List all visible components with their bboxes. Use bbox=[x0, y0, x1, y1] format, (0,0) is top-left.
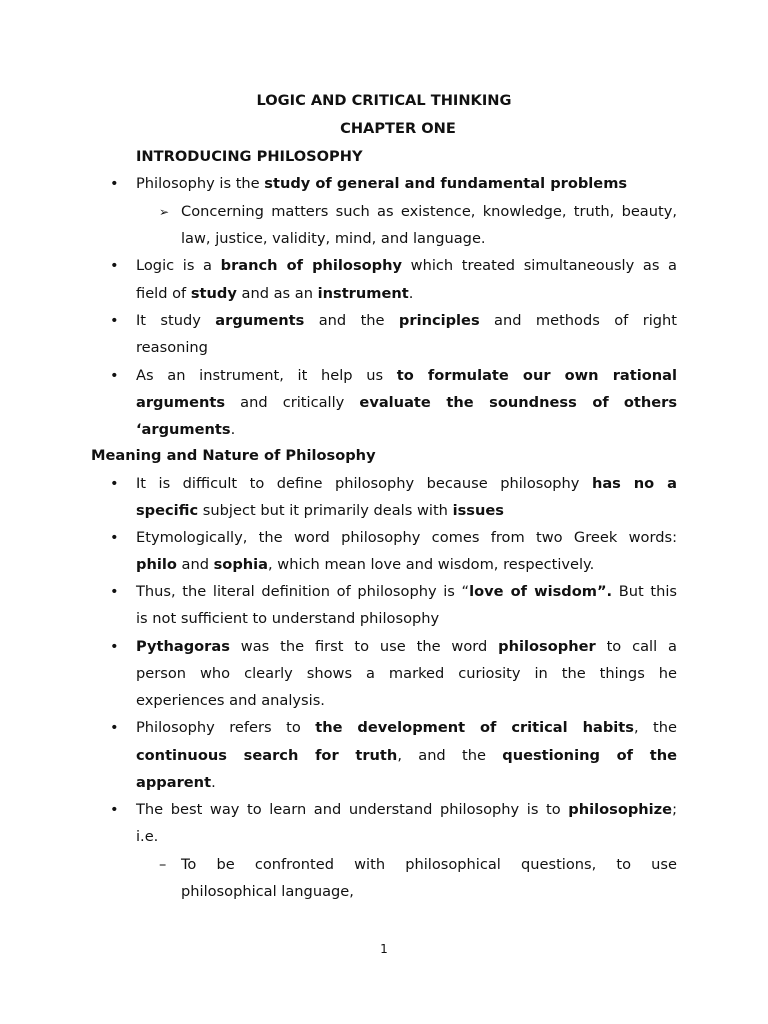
list-item-line: The best way to learn and understand philosophy is to philosophize; bbox=[136, 801, 677, 818]
section-heading-introducing: INTRODUCING PHILOSOPHY bbox=[136, 148, 363, 165]
list-item-line: is not sufficient to understand philosophy bbox=[136, 610, 440, 627]
list-item-line: It study arguments and the principles and methods of right bbox=[136, 312, 677, 329]
bullet-icon: • bbox=[110, 367, 119, 384]
list-item-line: person who clearly shows a marked curiosity in the things he bbox=[136, 665, 677, 682]
list-item-line: apparent. bbox=[136, 774, 216, 791]
sub-list-item-line: law, justice, validity, mind, and language. bbox=[181, 230, 486, 247]
sub-list-item-line: philosophical language, bbox=[181, 883, 354, 900]
dash-bullet-icon: – bbox=[159, 856, 167, 873]
list-item-line: arguments and critically evaluate the soundness of others bbox=[136, 394, 678, 411]
list-item-line: Etymologically, the word philosophy comes from two Greek words: bbox=[136, 529, 677, 546]
list-item-line: i.e. bbox=[136, 828, 159, 845]
document-title: LOGIC AND CRITICAL THINKING bbox=[256, 92, 512, 109]
list-item-line: Pythagoras was the first to use the word philosopher to call a bbox=[136, 638, 677, 655]
sub-list-item-line: To be confronted with philosophical questions, to use bbox=[181, 856, 677, 873]
arrow-bullet-icon: ➢ bbox=[159, 205, 170, 219]
list-item-line: specific subject but it primarily deals with issues bbox=[136, 502, 504, 519]
bullet-icon: • bbox=[110, 583, 119, 600]
chapter-heading: CHAPTER ONE bbox=[340, 120, 456, 137]
bullet-icon: • bbox=[110, 638, 119, 655]
list-item-line: field of study and as an instrument. bbox=[136, 285, 414, 302]
bullet-icon: • bbox=[110, 312, 119, 329]
list-item-line: continuous search for truth, and the questioning of the bbox=[136, 747, 678, 764]
list-item-line: Logic is a branch of philosophy which treated simultaneously as a bbox=[136, 257, 677, 274]
sub-list-item-line: Concerning matters such as existence, knowledge, truth, beauty, bbox=[181, 203, 677, 220]
list-item-line: experiences and analysis. bbox=[136, 692, 325, 709]
list-item-line: ‘arguments. bbox=[136, 421, 236, 438]
bullet-icon: • bbox=[110, 801, 119, 818]
bullet-icon: • bbox=[110, 475, 119, 492]
list-item-line: It is difficult to define philosophy because philosophy has no a bbox=[136, 475, 677, 492]
list-item-line: reasoning bbox=[136, 339, 208, 356]
list-item-line: Philosophy refers to the development of critical habits, the bbox=[136, 719, 678, 736]
section-heading-meaning: Meaning and Nature of Philosophy bbox=[91, 447, 376, 464]
list-item-line: philo and sophia, which mean love and wisdom, respectively. bbox=[136, 556, 595, 573]
bullet-icon: • bbox=[110, 257, 119, 274]
bullet-icon: • bbox=[110, 529, 119, 546]
list-item-line: As an instrument, it help us to formulate our own rational bbox=[136, 367, 677, 384]
bullet-icon: • bbox=[110, 175, 119, 192]
bullet-icon: • bbox=[110, 719, 119, 736]
page-number: 1 bbox=[380, 942, 388, 956]
list-item-line: Thus, the literal definition of philosophy is “love of wisdom”. But this bbox=[136, 583, 677, 600]
list-item: Philosophy is the study of general and fundamental problems bbox=[136, 175, 628, 192]
